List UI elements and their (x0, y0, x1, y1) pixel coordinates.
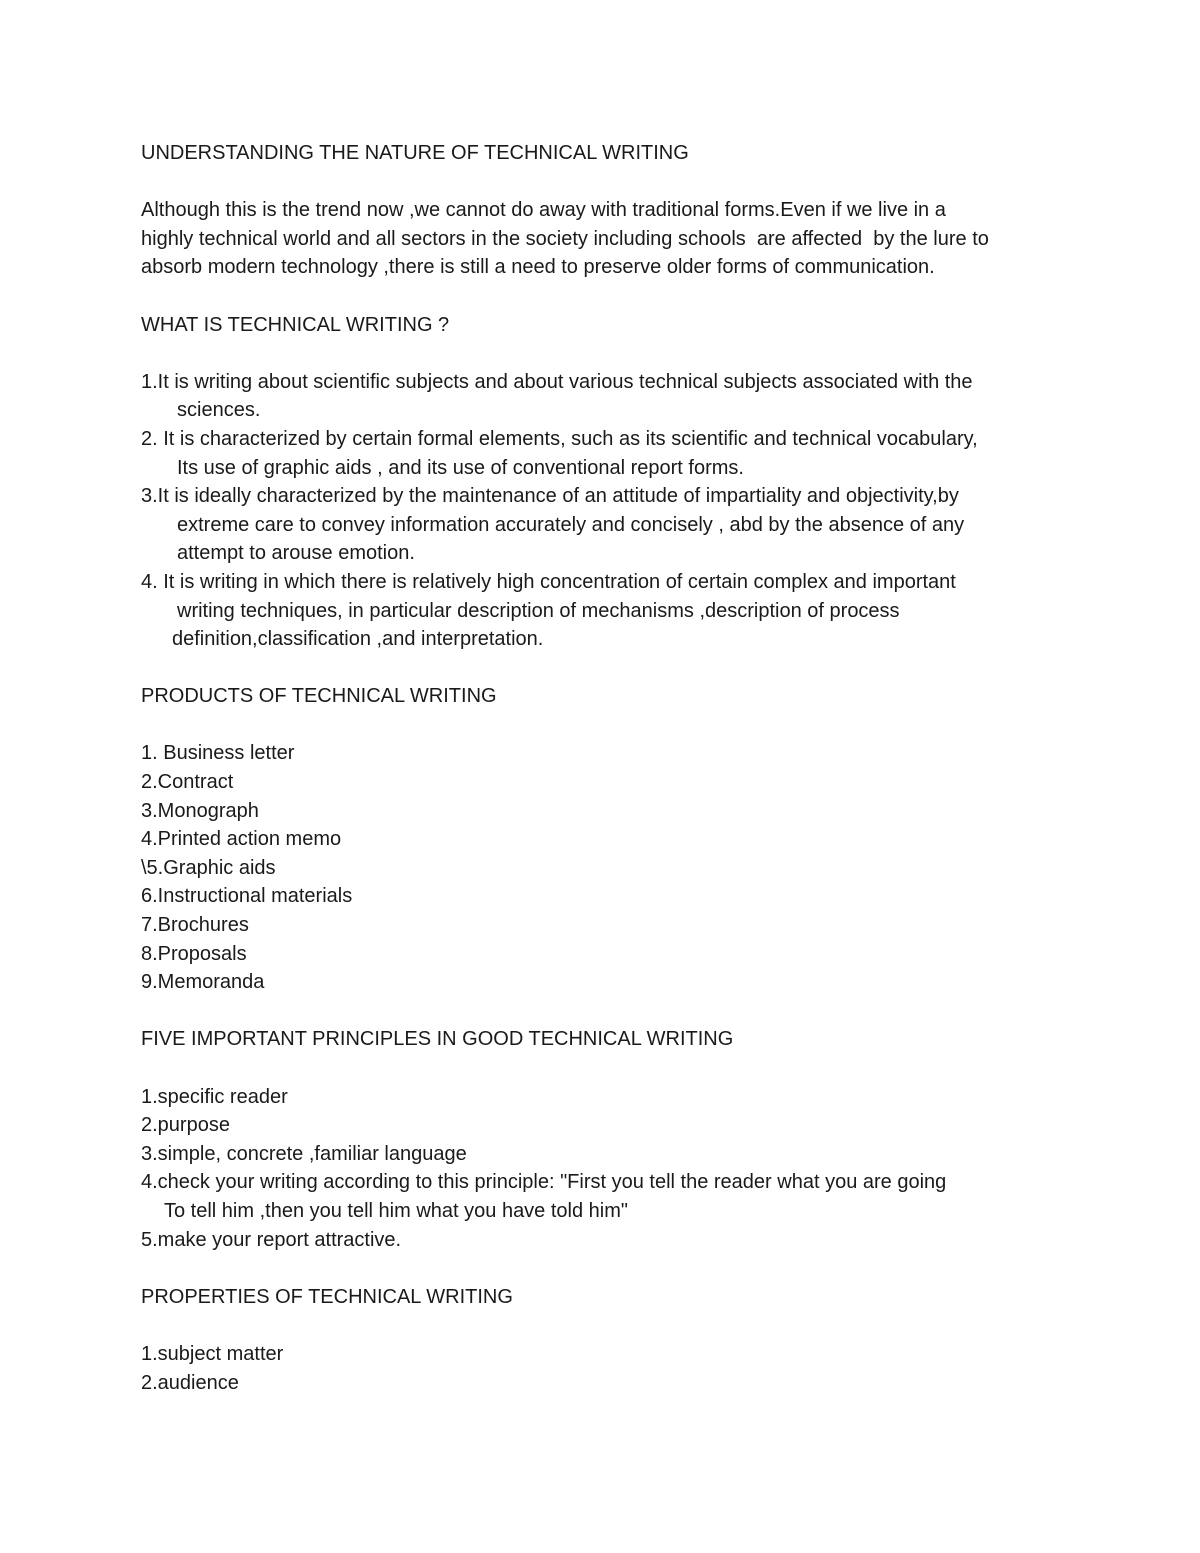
principle-list-item: To tell him ,then you tell him what you have told him" (164, 1199, 628, 1222)
spacer (141, 339, 1101, 368)
principle-list-item: 5.make your report attractive. (141, 1228, 402, 1251)
section-heading-what-is: WHAT IS TECHNICAL WRITING ? (141, 313, 450, 336)
document-page (141, 139, 1101, 1397)
section-heading-principles: FIVE IMPORTANT PRINCIPLES IN GOOD TECHNICAL WRITING (141, 1028, 734, 1051)
product-list-item: 2.Contract (141, 771, 234, 794)
spacer (141, 1254, 1101, 1283)
spacer (141, 282, 1101, 311)
product-list-item: \5.Graphic aids (141, 856, 276, 879)
product-list-item: 3.Monograph (141, 799, 259, 822)
definition-item-line: sciences. (177, 399, 261, 422)
spacer (141, 1311, 1101, 1340)
principle-list-item: 4.check your writing according to this principle: "First you tell the reader what you are going (141, 1171, 947, 1194)
definition-item-line: Its use of graphic aids , and its use of conventional report forms. (177, 456, 744, 479)
definition-item-line: 1.It is writing about scientific subjects and about various technical subjects associated with the (141, 370, 973, 393)
principle-list-item: 1.specific reader (141, 1085, 288, 1108)
product-list-item: 6.Instructional materials (141, 885, 353, 908)
principle-list-item: 2.purpose (141, 1114, 230, 1137)
definition-item-line: writing techniques, in particular description of mechanisms ,description of process (177, 599, 900, 622)
spacer (141, 168, 1101, 197)
intro-paragraph-line: highly technical world and all sectors in the society including schools are affected by the lure to (141, 227, 989, 250)
intro-paragraph-line: absorb modern technology ,there is still a need to preserve older forms of communication. (141, 256, 935, 279)
spacer (141, 654, 1101, 683)
definition-item-line: 4. It is writing in which there is relatively high concentration of certain complex and important (141, 570, 956, 593)
definition-item-line: 3.It is ideally characterized by the maintenance of an attitude of impartiality and objectivity,by (141, 485, 959, 508)
definition-item-line: extreme care to convey information accurately and concisely , abd by the absence of any (177, 513, 965, 536)
property-list-item: 2.audience (141, 1371, 239, 1394)
property-list-item: 1.subject matter (141, 1342, 284, 1365)
product-list-item: 7.Brochures (141, 914, 249, 937)
section-heading-properties: PROPERTIES OF TECHNICAL WRITING (141, 1285, 513, 1308)
definition-item-line: definition,classification ,and interpretation. (172, 628, 544, 651)
product-list-item: 4.Printed action memo (141, 828, 342, 851)
principle-list-item: 3.simple, concrete ,familiar language (141, 1142, 467, 1165)
section-heading-nature: UNDERSTANDING THE NATURE OF TECHNICAL WRITING (141, 142, 689, 164)
spacer (141, 997, 1101, 1026)
definition-item-line: attempt to arouse emotion. (177, 542, 415, 565)
section-heading-products: PRODUCTS OF TECHNICAL WRITING (141, 685, 497, 708)
spacer (141, 711, 1101, 740)
product-list-item: 9.Memoranda (141, 971, 265, 994)
intro-paragraph-line: Although this is the trend now ,we cannot do away with traditional forms.Even if we live in a (141, 199, 946, 222)
definition-item-line: 2. It is characterized by certain formal elements, such as its scientific and technical vocabulary, (141, 427, 978, 450)
spacer (141, 1054, 1101, 1083)
product-list-item: 1. Business letter (141, 742, 295, 765)
product-list-item: 8.Proposals (141, 942, 247, 965)
